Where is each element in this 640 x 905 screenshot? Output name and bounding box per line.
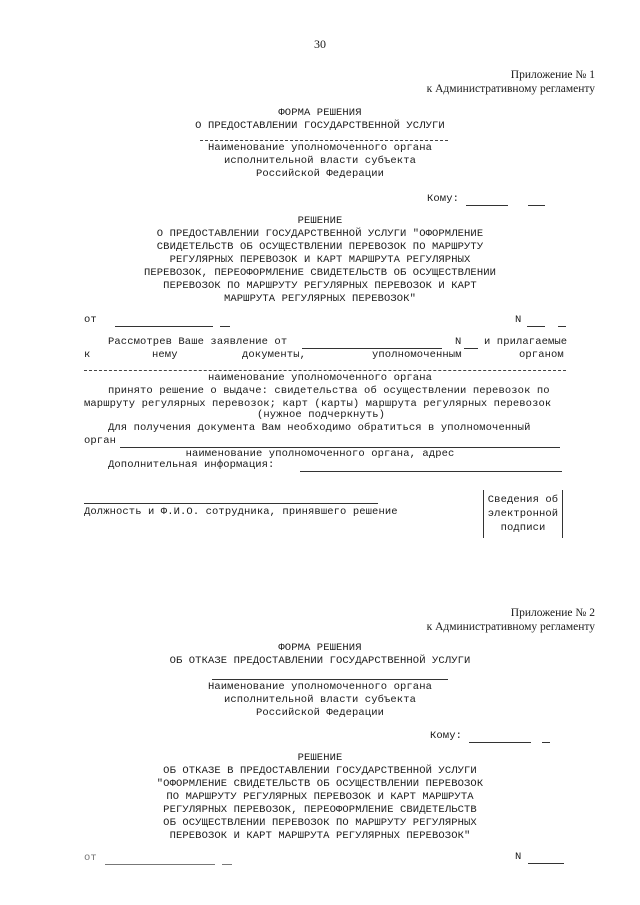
annex1-authority-caption: наименование уполномоченного органа	[207, 372, 433, 384]
annex1-signature-line	[84, 503, 378, 504]
annex1-body-line4: принято решение о выдаче: свидетельства об осуществлении перевозок по	[108, 385, 550, 397]
annex1-body-line1-n: N	[455, 336, 462, 348]
annex1-body-line1: Рассмотрев Ваше заявление от	[108, 336, 288, 348]
annex2-number-field	[528, 863, 564, 864]
annex2-title-line2: к Административному регламенту	[426, 621, 595, 633]
annex2-from-date-field	[105, 864, 215, 865]
annex2-decision-heading: РЕШЕНИЕ	[297, 752, 343, 764]
annex1-additional-info-field	[300, 471, 562, 472]
annex1-from-label: от	[84, 314, 97, 326]
annex2-decision-line: РЕГУЛЯРНЫХ ПЕРЕВОЗОК, ПЕРЕОФОРМЛЕНИЕ СВИДЕТЕЛЬСТВ	[163, 804, 477, 816]
annex1-body-line5: маршруту регулярных перевозок; карт (карты) маршрута регулярных перевозок	[84, 398, 552, 410]
annex1-number-field	[527, 326, 545, 327]
annex1-body-word: документы,	[242, 349, 307, 361]
page-number: 30	[314, 37, 326, 51]
annex1-authority-name-field	[84, 370, 566, 371]
annex1-from-date-field-2	[220, 326, 230, 327]
annex2-form-subtitle: ОБ ОТКАЗЕ ПРЕДОСТАВЛЕНИИ ГОСУДАРСТВЕННОЙ УСЛУГИ	[169, 655, 471, 667]
annex1-number-label: N	[515, 314, 522, 326]
annex1-body-line6: (нужное подчеркнуть)	[257, 409, 386, 421]
annex1-to-field	[466, 205, 508, 206]
annex2-authority-line1: Наименование уполномоченного органа	[207, 681, 433, 693]
annex1-title-line2: к Административному регламенту	[426, 83, 595, 95]
annex1-to-field-2	[528, 205, 545, 206]
annex2-to-field	[469, 742, 531, 743]
annex2-number-label: N	[515, 851, 522, 863]
annex2-authority-line3: Российской Федерации	[255, 707, 385, 719]
annex1-decision-line: ПЕРЕВОЗОК ПО МАРШРУТУ РЕГУЛЯРНЫХ ПЕРЕВОЗОК И КАРТ	[163, 280, 477, 292]
annex2-to-label: Кому:	[430, 730, 463, 742]
annex2-decision-line: "ОФОРМЛЕНИЕ СВИДЕТЕЛЬСТВ ОБ ОСУЩЕСТВЛЕНИИ ПЕРЕВОЗОК	[156, 778, 484, 790]
annex2-authority-line2: исполнительной власти субъекта	[223, 694, 417, 706]
annex2-decision-line: ОБ ОСУЩЕСТВЛЕНИИ ПЕРЕВОЗОК ПО МАРШРУТУ РЕГУЛЯРНЫХ	[163, 817, 477, 829]
annex1-additional-info-label: Дополнительная информация:	[108, 459, 275, 471]
annex1-body-word: к	[84, 349, 91, 361]
annex1-form-title: ФОРМА РЕШЕНИЯ	[278, 107, 362, 119]
annex1-body-word: органом	[519, 349, 564, 361]
annex1-decision-line: РЕГУЛЯРНЫХ ПЕРЕВОЗОК И КАРТ МАРШРУТА РЕГУЛЯРНЫХ	[169, 254, 471, 266]
annex1-signature-caption: Должность и Ф.И.О. сотрудника, принявшего решение	[84, 506, 398, 518]
annex1-authority-underline	[200, 140, 448, 141]
annex2-from-date-field-2	[222, 864, 232, 865]
annex1-body-line7: Для получения документа Вам необходимо обратиться в уполномоченный	[108, 422, 531, 434]
annex2-from-label: от	[84, 852, 97, 864]
annex2-form-title: ФОРМА РЕШЕНИЯ	[278, 642, 362, 654]
annex1-body-line9: наименование уполномоченного органа, адрес	[185, 448, 455, 460]
annex2-decision-line: ПЕРЕВОЗОК И КАРТ МАРШРУТА РЕГУЛЯРНЫХ ПЕРЕВОЗОК"	[169, 830, 471, 842]
annex1-body-line1-end: и прилагаемые	[484, 336, 568, 348]
annex1-decision-line: ПЕРЕВОЗОК, ПЕРЕОФОРМЛЕНИЕ СВИДЕТЕЛЬСТВ ОБ ОСУЩЕСТВЛЕНИИ	[143, 267, 497, 279]
annex2-title-line1: Приложение № 2	[510, 607, 595, 619]
annex1-title-line1: Приложение № 1	[510, 69, 595, 81]
annex1-decision-line: О ПРЕДОСТАВЛЕНИИ ГОСУДАРСТВЕННОЙ УСЛУГИ "ОФОРМЛЕНИЕ	[156, 228, 484, 240]
annex1-to-label: Кому:	[427, 193, 460, 205]
annex1-authority-line1: Наименование уполномоченного органа	[207, 142, 433, 154]
annex1-decision-line: МАРШРУТА РЕГУЛЯРНЫХ ПЕРЕВОЗОК"	[223, 293, 417, 305]
annex2-to-field-2	[542, 742, 550, 743]
annex1-esign-line1: Сведения об	[487, 494, 559, 506]
annex1-esign-line2: электронной	[487, 508, 559, 520]
annex1-body-word: нему	[152, 349, 178, 361]
annex1-esignature-box	[483, 490, 563, 538]
annex2-decision-line: ОБ ОТКАЗЕ В ПРЕДОСТАВЛЕНИИ ГОСУДАРСТВЕННОЙ УСЛУГИ	[163, 765, 477, 777]
annex2-decision-line: ПО МАРШРУТУ РЕГУЛЯРНЫХ ПЕРЕВОЗОК И КАРТ МАРШРУТА	[166, 791, 474, 803]
annex1-decision-heading: РЕШЕНИЕ	[297, 215, 343, 227]
annex1-authority-line3: Российской Федерации	[255, 168, 385, 180]
annex1-number-field-2	[558, 326, 566, 327]
annex1-form-subtitle: О ПРЕДОСТАВЛЕНИИ ГОСУДАРСТВЕННОЙ УСЛУГИ	[195, 120, 445, 132]
annex1-application-number-field	[464, 348, 478, 349]
annex2-authority-underline	[212, 679, 448, 680]
annex1-body-line8: орган	[84, 435, 117, 447]
annex1-from-date-field	[115, 326, 213, 327]
annex1-authority-line2: исполнительной власти субъекта	[223, 155, 417, 167]
annex1-body-word: уполномоченным	[372, 349, 462, 361]
annex1-esign-line3: подписи	[500, 522, 546, 534]
annex1-decision-line: СВИДЕТЕЛЬСТВ ОБ ОСУЩЕСТВЛЕНИИ ПЕРЕВОЗОК ПО МАРШРУТУ	[156, 241, 484, 253]
